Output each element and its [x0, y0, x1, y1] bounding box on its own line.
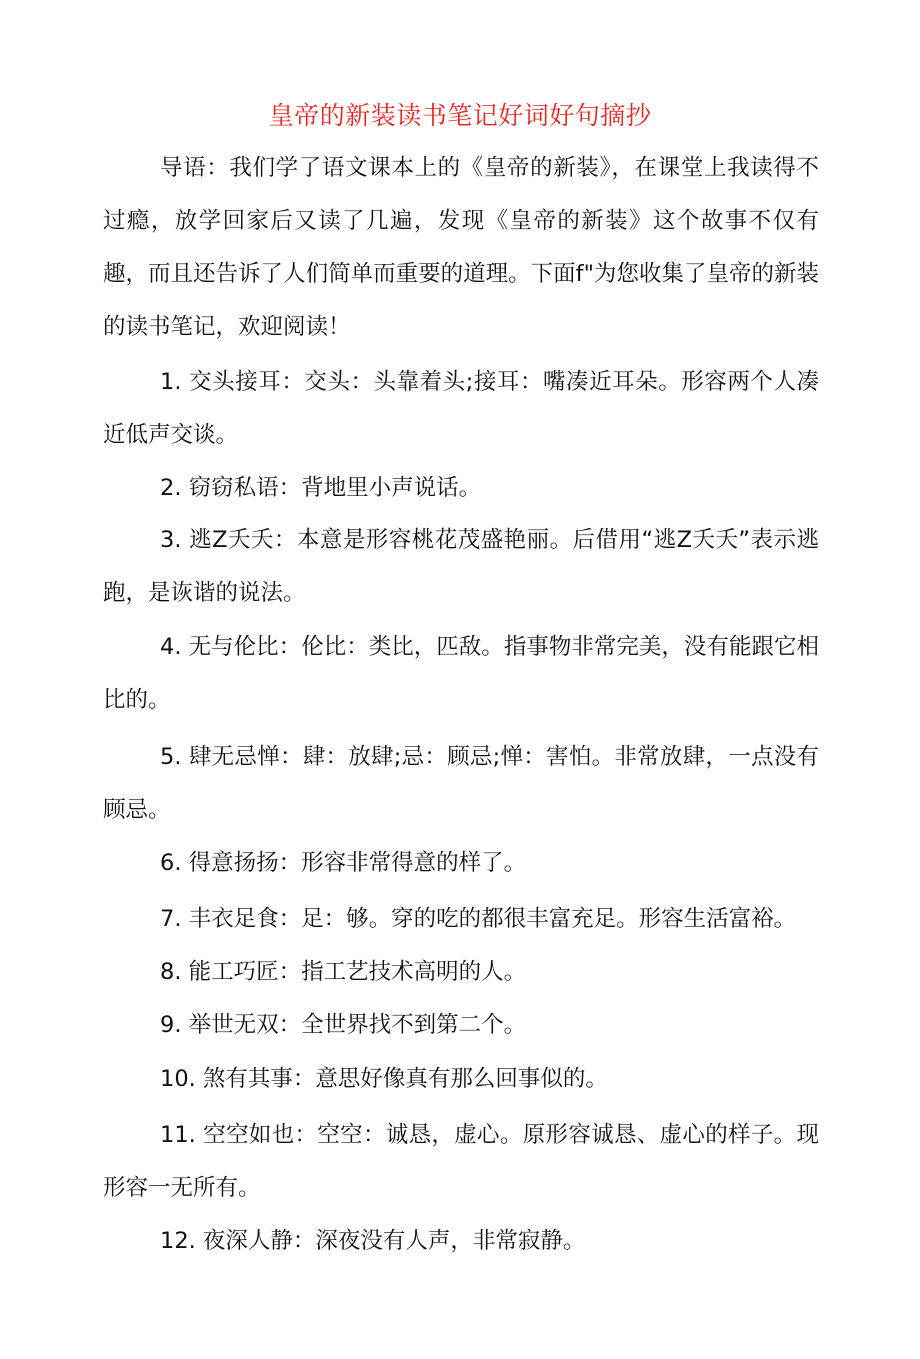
list-item: 8. 能工巧匠：指工艺技术高明的人。	[160, 959, 527, 985]
list-item: 5. 肆无忌惮：肆：放肆;忌：顾忌;惮：害怕。非常放肆，一点没有顾忌。	[103, 744, 819, 823]
document-title: 皇帝的新装读书笔记好词好句摘抄	[268, 101, 652, 130]
list-item: 1. 交头接耳：交头：头靠着头;接耳：嘴凑近耳朵。形容两个人凑近低声交谈。	[103, 369, 819, 448]
list-item: 9. 举世无双：全世界找不到第二个。	[160, 1012, 527, 1038]
list-item: 7. 丰衣足食：足：够。穿的吃的都很丰富充足。形容生活富裕。	[160, 906, 797, 932]
list-item: 6. 得意扬扬：形容非常得意的样了。	[160, 850, 527, 876]
list-item: 10. 煞有其事：意思好像真有那么回事似的。	[160, 1066, 608, 1092]
list-item: 3. 逃Z夭夭：本意是形容桃花茂盛艳丽。后借用“逃Z夭夭”表示逃跑，是诙谐的说法。	[103, 527, 819, 606]
intro-paragraph: 导语：我们学了语文课本上的《皇帝的新装》，在课堂上我读得不过瘾，放学回家后又读了几遍，发现《皇帝的新装》这个故事不仅有趣，而且还告诉了人们简单而重要的道理。下面f"为您收集了皇帝的新装的读书笔记，欢迎阅读！	[103, 155, 819, 340]
list-item: 2. 窃窃私语：背地里小声说话。	[160, 475, 482, 501]
list-item: 12. 夜深人静：深夜没有人声，非常寂静。	[160, 1228, 586, 1254]
list-item: 4. 无与伦比：伦比：类比，匹敌。指事物非常完美，没有能跟它相比的。	[103, 634, 819, 713]
list-item: 11. 空空如也：空空：诚恳，虚心。原形容诚恳、虚心的样子。现形容一无所有。	[103, 1122, 819, 1201]
